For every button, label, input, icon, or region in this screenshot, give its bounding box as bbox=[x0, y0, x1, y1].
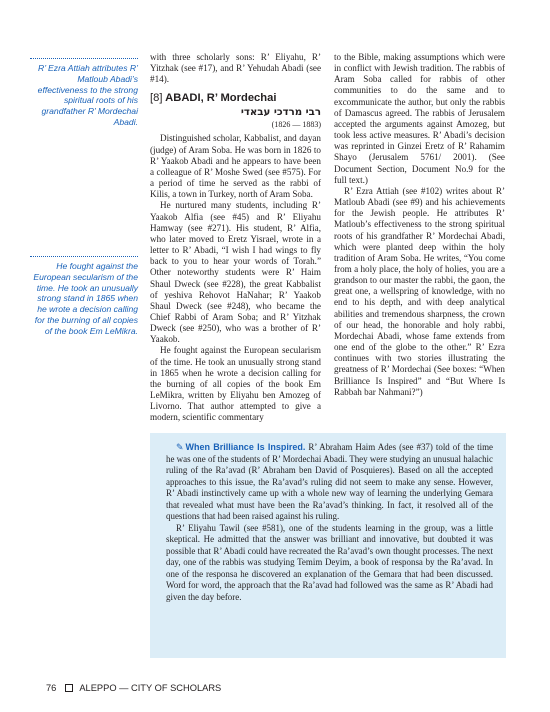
entry-hebrew-name: רבי מרדכי עבאדי bbox=[240, 107, 321, 119]
entry-number: [8] bbox=[150, 92, 163, 105]
entry-name: ABADI, R’ Mordechai bbox=[165, 92, 277, 105]
page-number: 76 bbox=[46, 683, 57, 693]
paragraph: R’ Ezra Attiah (see #102) writes about R’ Matloub Abadi (see #9) and his achievements for the Jewish people. He attributes R’ Matloub’s effectiveness to the strong spiritual roots of his grandfather R’ Mordechai Abadi, which were planted deep within the holy tradition of Aram Soba. He writes, “You come from a holy place, the holy of holies, you are a grandson to our master the rabbi, the gaon, the great one, a wellspring of knowledge, with no end to his depth, and with deep analytical abilities and tremendous sharpness, the crown of our head, the honorable and holy rabbi, Mordechai Abadi, whose fame extends from one end of the globe to the other.” R’ Ezra continues with two stories illustrating the greatness of R’ Mordechai (See boxes: “When Brilliance Is Inspired” and “But Where Is Rabbah bar Nahmani?”) bbox=[334, 185, 505, 397]
text-column-left bbox=[150, 52, 321, 424]
pull-quote-text: R’ Ezra Attiah attributes R’ Matloub Abadi’s effectiveness to the strong spiritual roots of his grandfather R’ Mordechai Abadi. bbox=[37, 63, 138, 127]
paragraph: Distinguished scholar, Kabbalist, and dayan (judge) of Aram Soba. He was born in 1826 to R’ Yaakob Abadi and he appears to have been a colleague of R’ Moshe Swed (see #575). For a period of time he served as the rabbi of Kilis, a town in Turkey, north of Aram Soba. bbox=[150, 133, 321, 200]
entry-dates: (1826 — 1883) bbox=[271, 120, 321, 130]
page-footer bbox=[46, 683, 221, 693]
pull-quote-ezra-attiah bbox=[30, 58, 138, 128]
pull-quote-divider bbox=[30, 58, 138, 59]
square-icon bbox=[65, 684, 73, 692]
paragraph-continued: with three scholarly sons: R’ Eliyahu, R’ Yitzhak (see #17), and R’ Yehudah Abadi (see #14). bbox=[150, 52, 321, 85]
box-title: When Brilliance Is Inspired. bbox=[185, 442, 306, 452]
pull-quote-divider bbox=[30, 256, 138, 257]
text-column-right bbox=[334, 52, 505, 398]
box-paragraph bbox=[166, 442, 493, 523]
entry-heading bbox=[150, 91, 321, 105]
paragraph: to the Bible, making assumptions which were in conflict with Jewish tradition. The rabbis of Aram Soba called for rabbis of other communities to do the same and to excommunicate the author, but only the rabbis of Damascus agreed. The rabbis of Jerusalem accepted the arguments against Amozeg, but took less active measures. R’ Abadi’s decision was reprinted in Ginzei Eretz of R’ Rahamim Shayo (Jerusalem 5761/ 2001). (See Document Section, Document No.9 for the full text.) bbox=[334, 52, 505, 185]
box-paragraph: R’ Eliyahu Tawil (see #581), one of the students learning in the group, was a little skeptical. He admitted that the answer was brilliant and innovative, but doubted it was possible that R’ Abadi could have recreated the Ra’avad’s own thought processes. The next day, one of the rabbis was studying Temim Deyim, a book of responsa by the Ra’avad. In one of the responsa he discovered an explanation of the Gemara that had been discussed. Word for word, the approach that the Ra’avad had followed was the same as R’ Abadi had given the day before. bbox=[166, 522, 493, 602]
box-paragraph-text: R’ Abraham Haim Ades (see #37) told of the time he was one of the students of R’ Mordechai Abadi. They were studying an unusual halachic ruling of the Ra’avad (R’ Abraham ben David of Posquieres). Based on all the accepted approaches to this issue, the Ra’avad’s ruling did not seem to make any sense. However, R’ Abadi instinctively came up with a whole new way of learning the underlying Gemara that revealed what must have been the Ra’avad’s thinking. In fact, it resolved all of the questions that had been raised against his ruling. bbox=[166, 442, 494, 521]
pull-quote-secularism bbox=[30, 256, 138, 337]
quill-icon: ✎ bbox=[176, 442, 184, 452]
sidebar-story-box bbox=[150, 433, 506, 658]
paragraph: He nurtured many students, including R’ Yaakob Alfia (see #45) and R’ Eliyahu Hamway (see #271). His student, R’ Alfia, who later moved to Eretz Yisrael, wrote in a letter to R’ Abadi, “I wish I had wings to fly back to you to hear your words of Torah.” Other noteworthy students were R’ Haim Shaul Dweck (see #228), the great Kabbalist of yeshiva Rehovot HaNahar; R’ Yaakob Shaul Dweck (see #248), who became the Chief Rabbi of Aram Soba; and R’ Yitzhak Dweck (see #250), who was a brother of R’ Yaakob. bbox=[150, 200, 321, 345]
pull-quote-text: He fought against the European secularism of the time. He took an unusually strong stand in 1865 when he wrote a decision calling for the burning of all copies of the book Em LeMikra. bbox=[33, 261, 138, 336]
paragraph: He fought against the European secularism of the time. He took an unusually strong stand in 1865 when he wrote a decision calling for the burning of all copies of the book Em LeMikra, written by Eliyahu ben Amozeg of Livorno. That author attempted to give a modern, scientific commentary bbox=[150, 345, 321, 423]
running-title: ALEPPO — CITY OF SCHOLARS bbox=[79, 683, 222, 693]
